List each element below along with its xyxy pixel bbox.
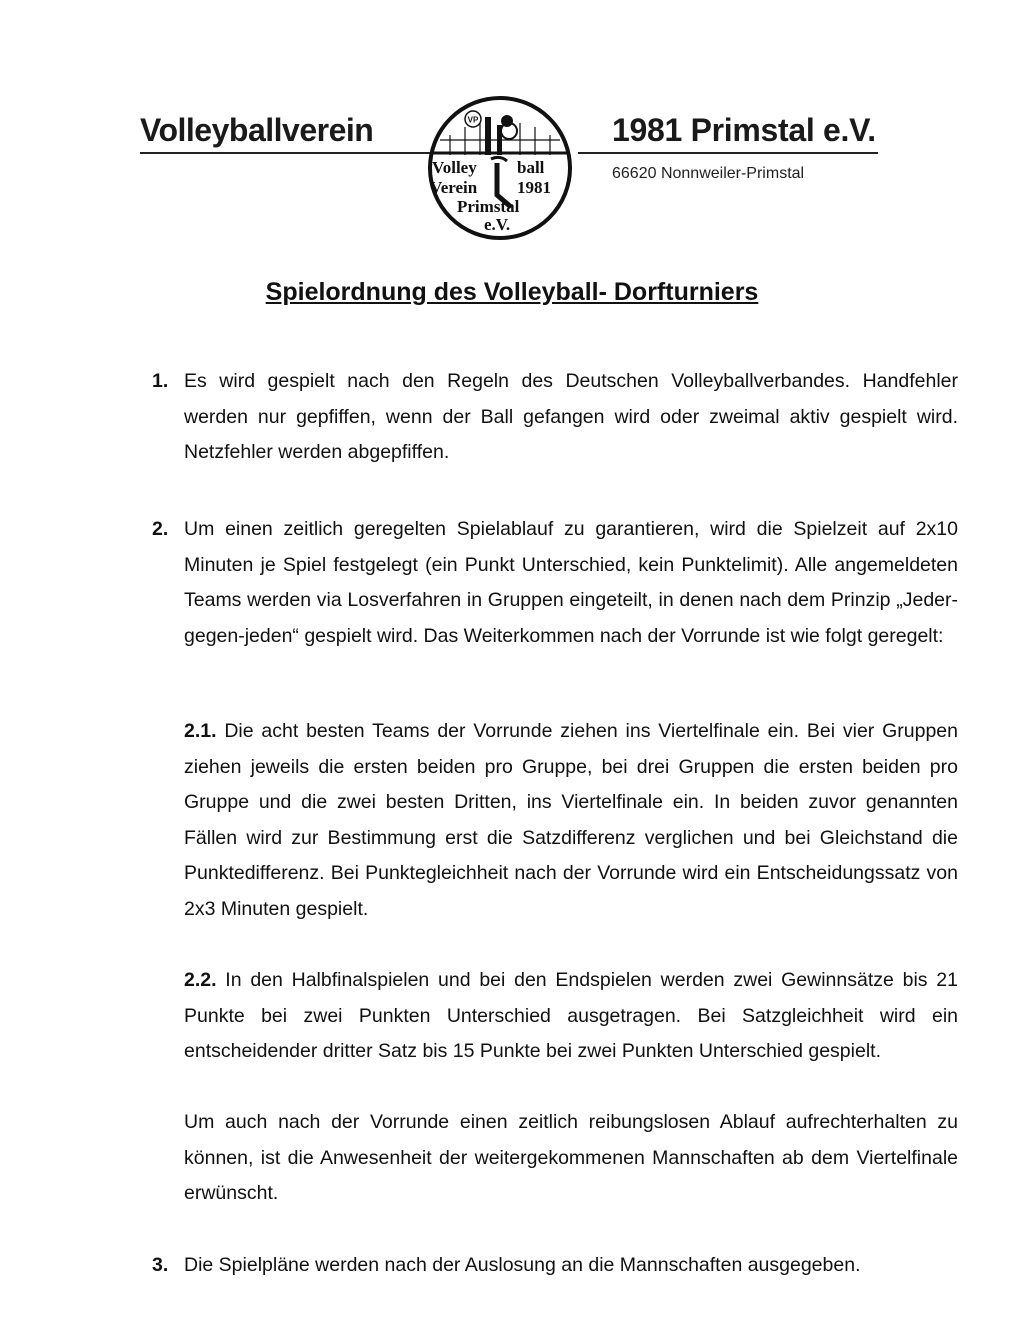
logo-text-ev: e.V. [484, 215, 511, 234]
subrule-paragraph [184, 714, 958, 928]
logo-text-verein: Verein [430, 178, 478, 197]
subrule-text: In den Halbfinalspielen und bei den Endspielen werden zwei Gewinnsätze bis 21 Punkte bei zwei Punkten Unterschied ausgetragen. Bei Satzgleichheit wird ein entscheidender dritter Satz bis 15 Punkte bei zwei Punkten Unterschied gespielt. [184, 969, 958, 1063]
rule-text: Es wird gespielt nach den Regeln des Deutschen Volleyballverbandes. Handfehler werden nur gepfiffen, wenn der Ball gefangen wird oder zweimal aktiv gespielt wird. Netzfehler werden abgepfiffen. [184, 370, 958, 464]
subrule-number: 2.2. [184, 969, 217, 991]
rule-number: 3. [152, 1254, 169, 1276]
rule-text: Um einen zeitlich geregelten Spielablauf zu garantieren, wird die Spielzeit auf 2x10 Minuten je Spiel festgelegt (ein Punkt Unterschied, kein Punktelimit). Alle angemeldeten Teams werden via Losverfahren in Gruppen eingeteilt, in denen nach dem Prinzip „Jeder-gegen-jeden“ gespielt wird. Das Weiterkommen nach der Vorrunde ist wie folgt geregelt: [184, 518, 958, 647]
subrule-number: 2.1. [184, 720, 217, 742]
logo-badge: VP [467, 115, 479, 125]
logo-text-year: 1981 [517, 178, 551, 197]
rule-text: Die Spielpläne werden nach der Auslosung an die Mannschaften ausgegeben. [184, 1254, 861, 1276]
subrule-text: Die acht besten Teams der Vorrunde ziehen ins Viertelfinale ein. Bei vier Gruppen ziehen jeweils die ersten beiden pro Gruppe, bei drei Gruppen die ersten beiden pro Gruppe und die zwei besten Dritten, ins Viertelfinale ein. In beiden zuvor genannten Fällen wird zur Bestimmung erst die Satzdifferenz verglichen und bei Gleichstand die Punktedifferenz. Bei Punktegleichheit nach der Vorrunde wird ein Entscheidungssatz von 2x3 Minuten gespielt. [184, 720, 958, 920]
rule-number: 1. [152, 370, 169, 392]
club-logo [425, 95, 575, 240]
header-rule-left [140, 152, 430, 154]
rule-number: 2. [152, 518, 169, 540]
subrule-paragraph [184, 963, 958, 1070]
club-address: 66620 Nonnweiler-Primstal [612, 165, 805, 182]
page-title: Spielordnung des Volleyball- Dorfturniers [265, 278, 759, 306]
logo-text-primstal: Primstal [457, 197, 520, 216]
header-rule-right [578, 152, 878, 154]
logo-text-ball: ball [517, 158, 545, 177]
attendance-note: Um auch nach der Vorrunde einen zeitlich reibungslosen Ablauf aufrechterhalten zu können, ist die Anwesenheit der weitergekommenen Mannschaften ab dem Viertelfinale erwünscht. [184, 1111, 958, 1205]
club-name-left: Volleyballverein [140, 112, 374, 148]
club-name-right: 1981 Primstal e.V. [612, 112, 876, 148]
logo-text-volley: Volley [432, 158, 477, 177]
